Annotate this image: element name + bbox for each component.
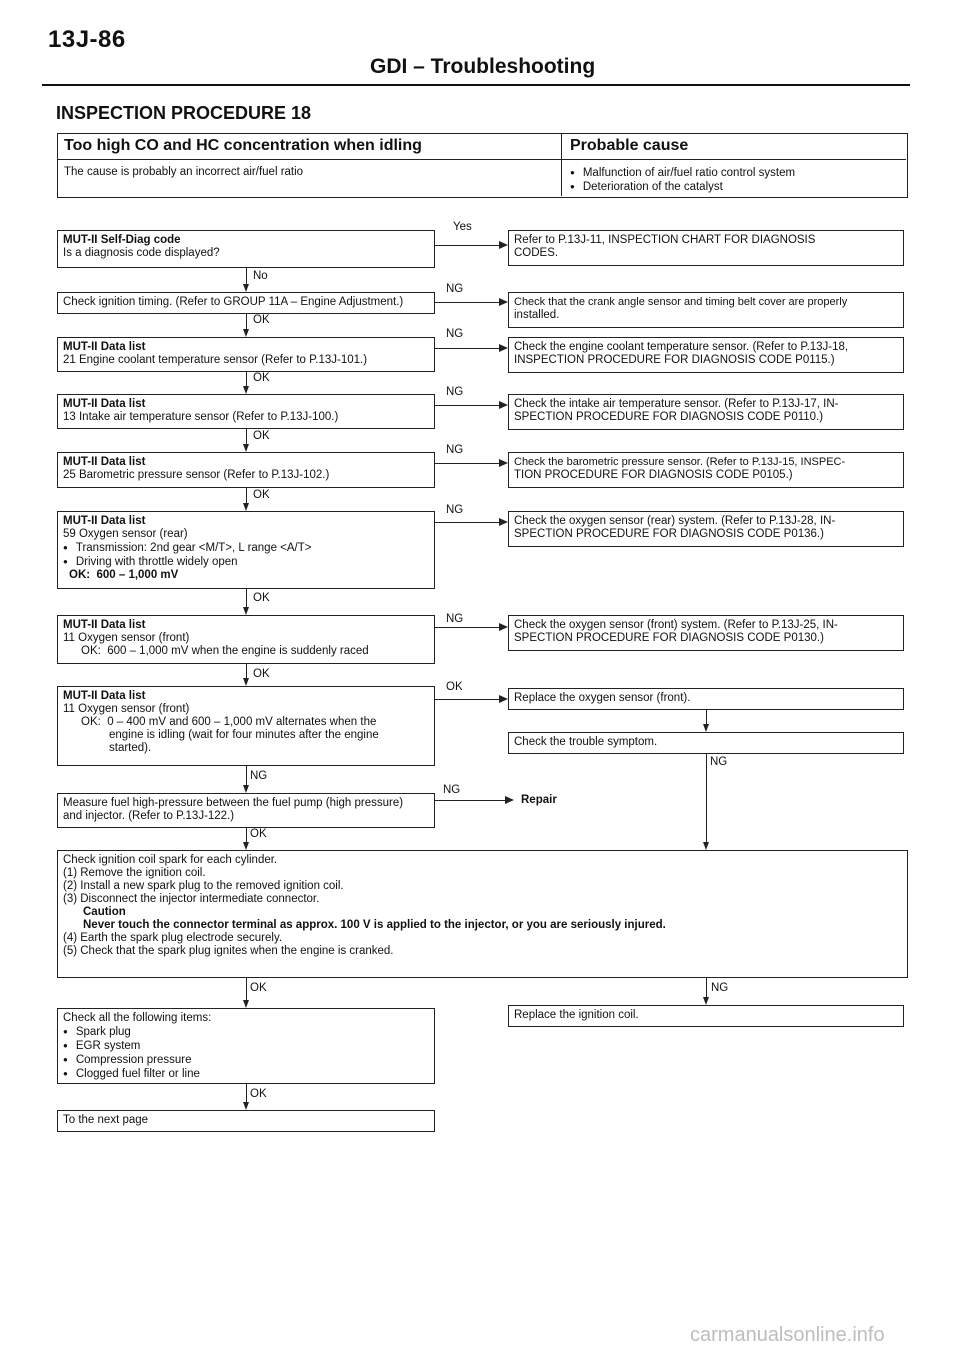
result-check-symptom: [508, 732, 904, 754]
connector-line: [435, 522, 499, 523]
cause-header: Probable cause: [570, 137, 689, 154]
step-text: and injector. (Refer to P.13J-122.): [63, 810, 235, 822]
step-text: (1) Remove the ignition coil.: [63, 867, 206, 879]
result-inspection-chart: [508, 230, 904, 266]
result-text: SPECTION PROCEDURE FOR DIAGNOSIS CODE P0136.): [514, 528, 824, 540]
problem-table: [57, 133, 908, 198]
result-text: Check the oxygen sensor (front) system. (Refer to P.13J-25, IN-: [514, 619, 838, 631]
connector-line: [435, 245, 499, 246]
arrow-right-icon: [499, 241, 508, 249]
result-text: Replace the ignition coil.: [514, 1009, 639, 1021]
cause-item: ● Malfunction of air/fuel ratio control system: [570, 166, 898, 180]
ng-label: NG: [446, 328, 464, 340]
arrow-down-icon: [243, 607, 249, 615]
procedure-title: INSPECTION PROCEDURE 18: [56, 103, 312, 123]
result-coolant-sensor: [508, 337, 904, 373]
ok-label: OK: [253, 489, 270, 501]
result-text: Check the engine coolant temperature sensor. (Refer to P.13J-18,: [514, 341, 849, 353]
result-crank-angle: [508, 292, 904, 328]
result-text: SPECTION PROCEDURE FOR DIAGNOSIS CODE P0110.): [514, 411, 824, 423]
step-check-items: [57, 1008, 435, 1084]
result-oxygen-rear: [508, 511, 904, 547]
arrow-down-icon: [243, 678, 249, 686]
repair-label: Repair: [521, 794, 557, 806]
result-text: SPECTION PROCEDURE FOR DIAGNOSIS CODE P0130.): [514, 632, 824, 644]
step-next-page: [57, 1110, 435, 1132]
connector-line: [246, 664, 247, 678]
ok-label: OK: [253, 668, 270, 680]
connector-line: [246, 589, 247, 607]
yes-label: Yes: [453, 221, 472, 233]
symptom-header: Too high CO and HC concentration when idling: [64, 137, 422, 154]
arrow-down-icon: [703, 842, 709, 850]
ng-label: NG: [446, 444, 464, 456]
arrow-right-icon: [499, 695, 508, 703]
caution-text: Never touch the connector terminal as approx. 100 V is applied to the injector, or you are seriously injured.: [83, 919, 666, 931]
step-coolant-temp: [57, 337, 435, 372]
result-text: TION PROCEDURE FOR DIAGNOSIS CODE P0105.): [514, 469, 793, 481]
connector-line: [706, 754, 707, 842]
connector-line: [435, 627, 499, 628]
result-text: Check the trouble symptom.: [514, 736, 658, 748]
arrow-down-icon: [243, 1102, 249, 1110]
connector-line: [246, 828, 247, 842]
check-item: ● Compression pressure: [63, 1053, 429, 1067]
step-title: MUT-II Data list: [63, 398, 146, 410]
result-oxygen-front: [508, 615, 904, 651]
cause-item: ● Deterioration of the catalyst: [570, 180, 898, 194]
check-item: ● EGR system: [63, 1039, 429, 1053]
step-title: MUT-II Data list: [63, 690, 146, 702]
step-title: MUT-II Data list: [63, 515, 146, 527]
ng-label: NG: [710, 756, 728, 768]
connector-line: [706, 978, 707, 997]
step-oxygen-rear: [57, 511, 435, 589]
step-text: (3) Disconnect the injector intermediate connector.: [63, 893, 320, 905]
ok-label: OK: [253, 372, 270, 384]
connector-line: [246, 766, 247, 785]
no-label: No: [253, 270, 268, 282]
ng-label: NG: [250, 770, 268, 782]
step-text: Is a diagnosis code displayed?: [63, 247, 220, 259]
check-item: ● Clogged fuel filter or line: [63, 1067, 429, 1081]
step-text: 13 Intake air temperature sensor (Refer to P.13J-100.): [63, 411, 339, 423]
ng-label: NG: [446, 386, 464, 398]
result-text: Replace the oxygen sensor (front).: [514, 692, 691, 704]
step-ok-value: OK: 0 – 400 mV and 600 – 1,000 mV alternates when the: [81, 716, 377, 728]
step-text: Check ignition coil spark for each cylinder.: [63, 854, 278, 866]
arrow-down-icon: [243, 1000, 249, 1008]
arrow-right-icon: [499, 518, 508, 526]
arrow-down-icon: [703, 724, 709, 732]
step-ok-value: started).: [109, 742, 152, 754]
result-replace-oxygen: [508, 688, 904, 710]
connector-line: [246, 372, 247, 386]
arrow-down-icon: [243, 329, 249, 337]
step-bullet: ● Driving with throttle widely open: [63, 555, 429, 569]
result-text: INSPECTION PROCEDURE FOR DIAGNOSIS CODE P0115.): [514, 354, 835, 366]
step-text: 11 Oxygen sensor (front): [63, 632, 190, 644]
step-text: Measure fuel high-pressure between the fuel pump (high pressure): [63, 797, 404, 809]
step-text: (4) Earth the spark plug electrode securely.: [63, 932, 283, 944]
step-text: 11 Oxygen sensor (front): [63, 703, 190, 715]
step-ok-value: OK: 600 – 1,000 mV when the engine is suddenly raced: [81, 645, 369, 657]
step-intake-temp: [57, 394, 435, 429]
connector-line: [246, 268, 247, 284]
arrow-right-icon: [499, 344, 508, 352]
cause-list: [564, 162, 904, 198]
step-title: MUT-II Data list: [63, 619, 146, 631]
connector-line: [246, 429, 247, 444]
result-intake-sensor: [508, 394, 904, 430]
step-text: 21 Engine coolant temperature sensor (Refer to P.13J-101.): [63, 354, 368, 366]
arrow-down-icon: [703, 997, 709, 1005]
step-oxygen-front-idle: [57, 686, 435, 766]
connector-line: [435, 800, 507, 801]
result-replace-coil: [508, 1005, 904, 1027]
connector-line: [246, 488, 247, 503]
result-text: CODES.: [514, 247, 559, 259]
arrow-right-icon: [499, 459, 508, 467]
arrow-down-icon: [243, 284, 249, 292]
result-text: Check the oxygen sensor (rear) system. (Refer to P.13J-28, IN-: [514, 515, 836, 527]
step-fuel-pressure: [57, 793, 435, 828]
step-text: To the next page: [63, 1114, 149, 1126]
step-ok-value: OK: 600 – 1,000 mV: [69, 569, 179, 581]
step-title: MUT-II Data list: [63, 456, 146, 468]
arrow-right-icon: [499, 298, 508, 306]
page-title: GDI – Troubleshooting: [370, 55, 596, 78]
step-ignition-coil-spark: [57, 850, 908, 978]
table-column-rule: [561, 134, 562, 196]
connector-line: [706, 710, 707, 724]
arrow-right-icon: [505, 796, 514, 804]
ok-label: OK: [253, 592, 270, 604]
ok-label: OK: [253, 430, 270, 442]
connector-line: [435, 348, 499, 349]
ng-label: NG: [446, 504, 464, 516]
step-text: (5) Check that the spark plug ignites when the engine is cranked.: [63, 945, 394, 957]
step-text: 59 Oxygen sensor (rear): [63, 528, 188, 540]
step-text: (2) Install a new spark plug to the removed ignition coil.: [63, 880, 344, 892]
ng-label: NG: [446, 613, 464, 625]
arrow-down-icon: [243, 444, 249, 452]
watermark: carmanualsonline.info: [690, 1324, 885, 1346]
step-title: MUT-II Data list: [63, 341, 146, 353]
connector-line: [435, 699, 499, 700]
arrow-right-icon: [499, 401, 508, 409]
arrow-down-icon: [243, 842, 249, 850]
arrow-right-icon: [499, 623, 508, 631]
connector-line: [435, 405, 499, 406]
result-text: installed.: [514, 309, 560, 321]
page-number: 13J-86: [48, 26, 126, 53]
arrow-down-icon: [243, 785, 249, 793]
connector-line: [246, 978, 247, 1000]
step-title: MUT-II Self-Diag code: [63, 234, 181, 246]
ng-label: NG: [443, 784, 461, 796]
ok-label: OK: [446, 681, 463, 693]
connector-line: [435, 463, 499, 464]
ok-label: OK: [250, 828, 267, 840]
check-item: ● Spark plug: [63, 1025, 429, 1039]
ok-label: OK: [250, 1088, 267, 1100]
step-text: Check all the following items:: [63, 1012, 212, 1024]
step-bullet: ● Transmission: 2nd gear <M/T>, L range <A/T>: [63, 541, 429, 555]
arrow-down-icon: [243, 503, 249, 511]
step-barometric: [57, 452, 435, 488]
result-text: Refer to P.13J-11, INSPECTION CHART FOR DIAGNOSIS: [514, 234, 816, 246]
ok-label: OK: [253, 314, 270, 326]
symptom-text: The cause is probably an incorrect air/fuel ratio: [64, 166, 304, 178]
step-text: Check ignition timing. (Refer to GROUP 11A – Engine Adjustment.): [63, 296, 404, 308]
result-text: Check the barometric pressure sensor. (Refer to P.13J-15, INSPEC-: [514, 456, 846, 468]
step-oxygen-front-raced: [57, 615, 435, 664]
result-text: Check the intake air temperature sensor. (Refer to P.13J-17, IN-: [514, 398, 839, 410]
connector-line: [246, 1084, 247, 1102]
header-rule: [42, 84, 910, 86]
arrow-down-icon: [243, 386, 249, 394]
ok-label: OK: [250, 982, 267, 994]
step-self-diag: [57, 230, 435, 268]
ng-label: NG: [711, 982, 729, 994]
ng-label: NG: [446, 283, 464, 295]
caution-title: Caution: [83, 906, 126, 918]
step-ok-value: engine is idling (wait for four minutes after the engine: [109, 729, 379, 741]
result-text: Check that the crank angle sensor and timing belt cover are properly: [514, 296, 848, 308]
connector-line: [435, 302, 499, 303]
result-barometric-sensor: [508, 452, 904, 488]
step-text: 25 Barometric pressure sensor (Refer to P.13J-102.): [63, 469, 330, 481]
connector-line: [246, 314, 247, 329]
step-ignition-timing: [57, 292, 435, 314]
